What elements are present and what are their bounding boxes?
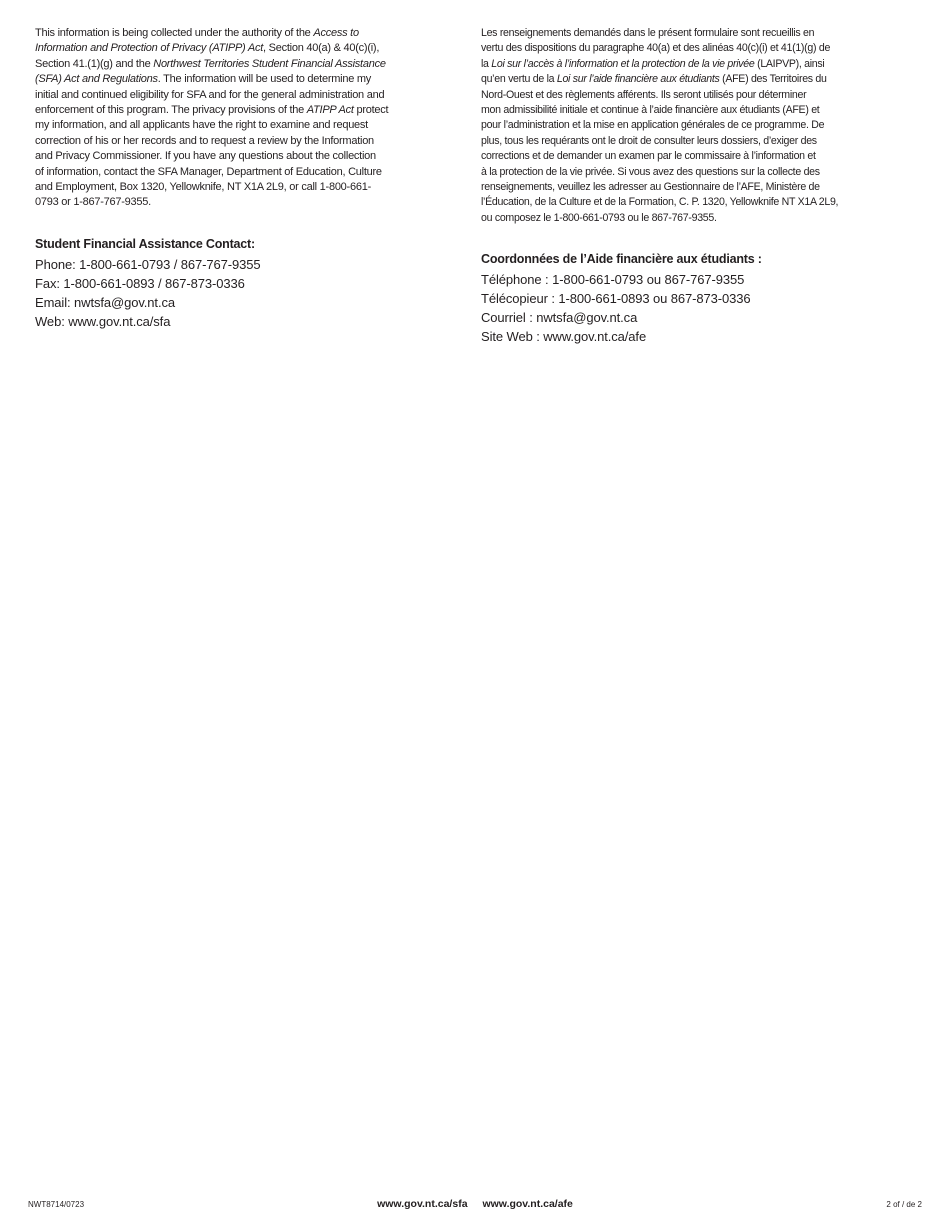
text: initial and continued eligibility for SFA and for the general administration and xyxy=(35,88,385,101)
contact-block-en xyxy=(35,235,475,331)
italic-text: ATIPP Act xyxy=(306,104,354,117)
text: Nord-Ouest et des règlements afférents. Ils seront utilisés pour déterminer xyxy=(481,88,807,101)
paragraph-line xyxy=(35,72,475,87)
paragraph-line xyxy=(35,88,475,103)
paragraph-line xyxy=(35,103,475,118)
text: à la protection de la vie privée. Si vous avez des questions sur la collecte des xyxy=(481,165,820,178)
paragraph-line xyxy=(481,118,921,133)
paragraph-line xyxy=(35,180,475,195)
italic-text: Northwest Territories Student Financial Assistance xyxy=(153,57,386,70)
paragraph-line xyxy=(35,149,475,164)
text: correction of his or her records and to request a review by the Information xyxy=(35,134,374,147)
contact-fax-en: Fax: 1-800-661-0893 / 867-873-0336 xyxy=(35,275,245,291)
contact-web-fr[interactable]: Site Web : www.gov.nt.ca/afe xyxy=(481,329,647,345)
text: 0793 or 1-867-767-9355. xyxy=(35,196,151,209)
paragraph-line xyxy=(481,149,921,164)
text: protect xyxy=(353,104,389,117)
paragraph-line xyxy=(35,41,475,56)
contact-email-fr[interactable]: Courriel : nwtsfa@gov.nt.ca xyxy=(481,310,638,326)
contact-email-en[interactable]: Email: nwtsfa@gov.nt.ca xyxy=(35,294,175,310)
paragraph-line xyxy=(481,134,921,149)
text: renseignements, veuillez les adresser au Gestionnaire de l’AFE, Ministère de xyxy=(481,181,820,194)
contact-phone-fr: Téléphone : 1-800-661-0793 ou 867-767-9355 xyxy=(481,272,745,288)
paragraph-line xyxy=(481,41,921,56)
text: vertu des dispositions du paragraphe 40(a) et des alinéas 40(c)(i) et 41(1)(g) de xyxy=(481,42,831,55)
text: qu’en vertu de la xyxy=(481,73,557,86)
text: of information, contact the SFA Manager, Department of Education, Culture xyxy=(35,165,382,178)
page-number: 2 of / de 2 xyxy=(886,1200,922,1209)
text: enforcement of this program. The privacy provisions of the xyxy=(35,104,307,117)
italic-text: Information and Protection of Privacy (ATIPP) Act xyxy=(35,42,264,55)
text: This information is being collected under the authority of the xyxy=(35,27,314,39)
text: , Section 40(a) & 40(c)(i), xyxy=(263,42,380,55)
contact-phone-en: Phone: 1-800-661-0793 / 867-767-9355 xyxy=(35,256,261,272)
contact-web-en[interactable]: Web: www.gov.nt.ca/sfa xyxy=(35,313,171,329)
text: Section 41.(1)(g) and the xyxy=(35,57,154,70)
text: l’Éducation, de la Culture et de la Formation, C. P. 1320, Yellowknife NT X1A 2L9, xyxy=(481,196,839,209)
text: pour l’administration et la mise en application générales de ce programme. De xyxy=(481,119,825,132)
italic-text: Loi sur l’accès à l’information et la protection de la vie privée xyxy=(491,57,755,70)
paragraph-line xyxy=(481,180,921,195)
paragraph-line xyxy=(481,165,921,180)
paragraph-line xyxy=(35,165,475,180)
contact-block-fr xyxy=(481,250,921,346)
text: ou composez le 1-800-661-0793 ou le 867-767-9355. xyxy=(481,211,717,224)
text: (LAIPVP), ainsi xyxy=(754,57,825,70)
text: Les renseignements demandés dans le présent formulaire sont recueillis en xyxy=(481,27,815,39)
text: plus, tous les requérants ont le droit de consulter leurs dossiers, d’exiger des xyxy=(481,134,817,147)
english-column xyxy=(35,26,475,331)
text: mon admissibilité initiale et continue à l’aide financière aux étudiants (AFE) et xyxy=(481,104,820,117)
text: my information, and all applicants have the right to examine and request xyxy=(35,119,368,132)
form-code: NWT8714/0723 xyxy=(28,1200,85,1209)
text: . The information will be used to determine my xyxy=(157,73,372,86)
text: (AFE) des Territoires du xyxy=(719,73,827,86)
paragraph-line xyxy=(481,72,921,87)
footer-url-fr[interactable]: www.gov.nt.ca/afe xyxy=(482,1198,573,1210)
paragraph-line xyxy=(481,103,921,118)
privacy-notice-en xyxy=(35,26,475,211)
paragraph-line xyxy=(35,118,475,133)
italic-text: Loi sur l’aide financière aux étudiants xyxy=(556,73,720,86)
contact-heading-fr: Coordonnées de l’Aide financière aux étudiants : xyxy=(481,252,762,267)
text: and Employment, Box 1320, Yellowknife, NT X1A 2L9, or call 1-800-661- xyxy=(35,181,371,194)
paragraph-line xyxy=(481,26,921,41)
contact-heading-en: Student Financial Assistance Contact: xyxy=(35,236,255,251)
text: and Privacy Commissioner. If you have any questions about the collection xyxy=(35,150,376,163)
footer-urls xyxy=(0,1198,950,1210)
french-column xyxy=(481,26,921,346)
paragraph-line xyxy=(481,195,921,210)
contact-fax-fr: Télécopieur : 1-800-661-0893 ou 867-873-0336 xyxy=(481,291,751,307)
paragraph-line xyxy=(481,211,921,226)
footer-url-en[interactable]: www.gov.nt.ca/sfa xyxy=(377,1198,468,1210)
privacy-notice-fr xyxy=(481,26,921,226)
page-footer xyxy=(0,1198,950,1214)
text: la xyxy=(481,57,492,70)
paragraph-line xyxy=(35,26,475,41)
italic-text: Access to xyxy=(313,27,359,39)
italic-text: (SFA) Act and Regulations xyxy=(35,73,158,86)
text: corrections et de demander un examen par le commissaire à l’information et xyxy=(481,150,816,163)
paragraph-line xyxy=(35,57,475,72)
paragraph-line xyxy=(481,57,921,72)
paragraph-line xyxy=(35,195,475,210)
paragraph-line xyxy=(35,134,475,149)
paragraph-line xyxy=(481,88,921,103)
